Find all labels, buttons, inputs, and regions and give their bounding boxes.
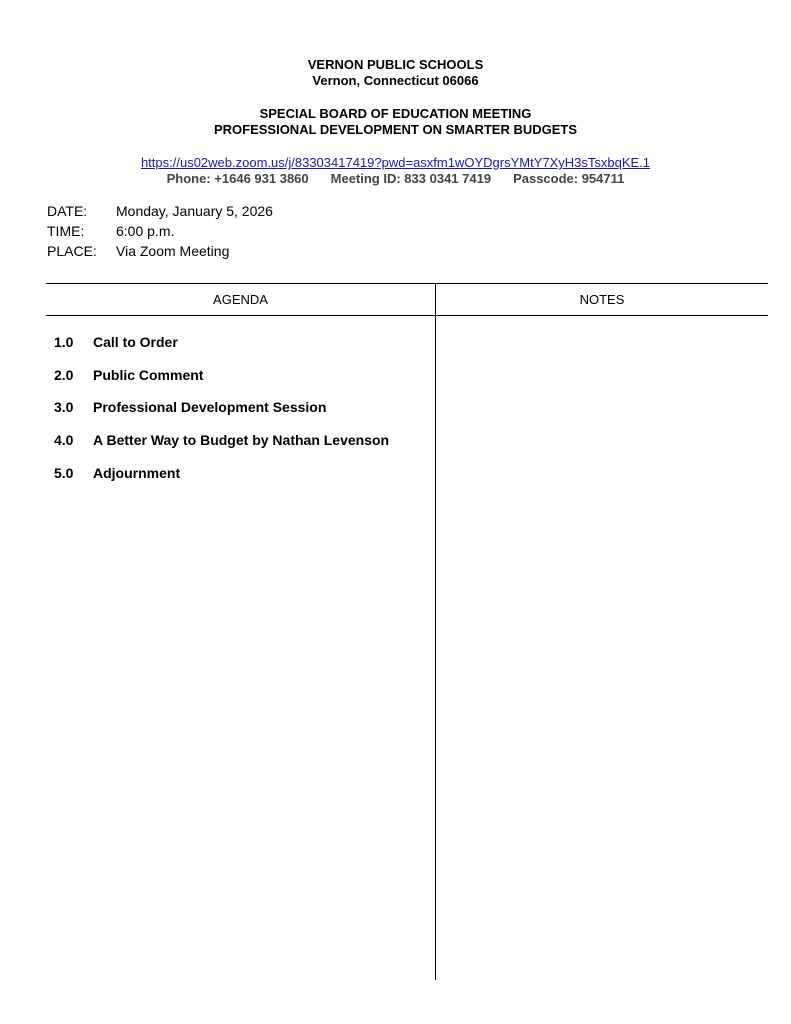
time-value: 6:00 p.m. [116, 223, 175, 239]
date-value: Monday, January 5, 2026 [116, 203, 273, 219]
agenda-item-title: A Better Way to Budget by Nathan Levenson [93, 432, 390, 448]
date-label: DATE: [47, 203, 88, 219]
table-header-rule [46, 315, 768, 316]
agenda-item-title: Adjournment [93, 465, 181, 481]
agenda-item-number: 1.0 [54, 334, 74, 350]
place-value: Via Zoom Meeting [116, 243, 230, 259]
agenda-item [54, 398, 326, 416]
time-label: TIME: [47, 223, 85, 239]
agenda-item-title: Public Comment [93, 367, 204, 383]
agenda-item [54, 464, 180, 482]
passcode: Passcode: 954711 [513, 171, 625, 186]
agenda-item-number: 2.0 [54, 367, 74, 383]
school-address: Vernon, Connecticut 06066 [312, 73, 479, 88]
table-top-rule [46, 283, 768, 284]
meeting-subtitle: PROFESSIONAL DEVELOPMENT ON SMARTER BUDGETS [213, 122, 578, 137]
agenda-column-header: AGENDA [213, 292, 268, 307]
agenda-item [54, 333, 178, 351]
time-row [47, 222, 174, 240]
meeting-title: SPECIAL BOARD OF EDUCATION MEETING [259, 106, 532, 121]
agenda-item-title: Professional Development Session [93, 399, 327, 415]
column-divider [435, 283, 436, 980]
agenda-item-number: 4.0 [54, 432, 74, 448]
agenda-item-title: Call to Order [93, 334, 178, 350]
meeting-id: Meeting ID: 833 0341 7419 [330, 171, 492, 186]
agenda-item-number: 3.0 [54, 399, 74, 415]
school-name: VERNON PUBLIC SCHOOLS [307, 57, 484, 72]
agenda-item [54, 431, 389, 449]
phone-number: Phone: +1646 931 3860 [166, 171, 309, 186]
contact-line [0, 171, 791, 187]
agenda-item-number: 5.0 [54, 465, 74, 481]
date-row [47, 202, 273, 220]
zoom-link-line [0, 155, 791, 171]
place-label: PLACE: [47, 243, 97, 259]
place-row [47, 242, 229, 260]
notes-column-header: NOTES [579, 292, 625, 307]
agenda-item [54, 366, 203, 384]
zoom-link[interactable]: https://us02web.zoom.us/j/83303417419?pwd=asxfm1wOYDgrsYMtY7XyH3sTsxbqKE.1 [140, 155, 651, 170]
